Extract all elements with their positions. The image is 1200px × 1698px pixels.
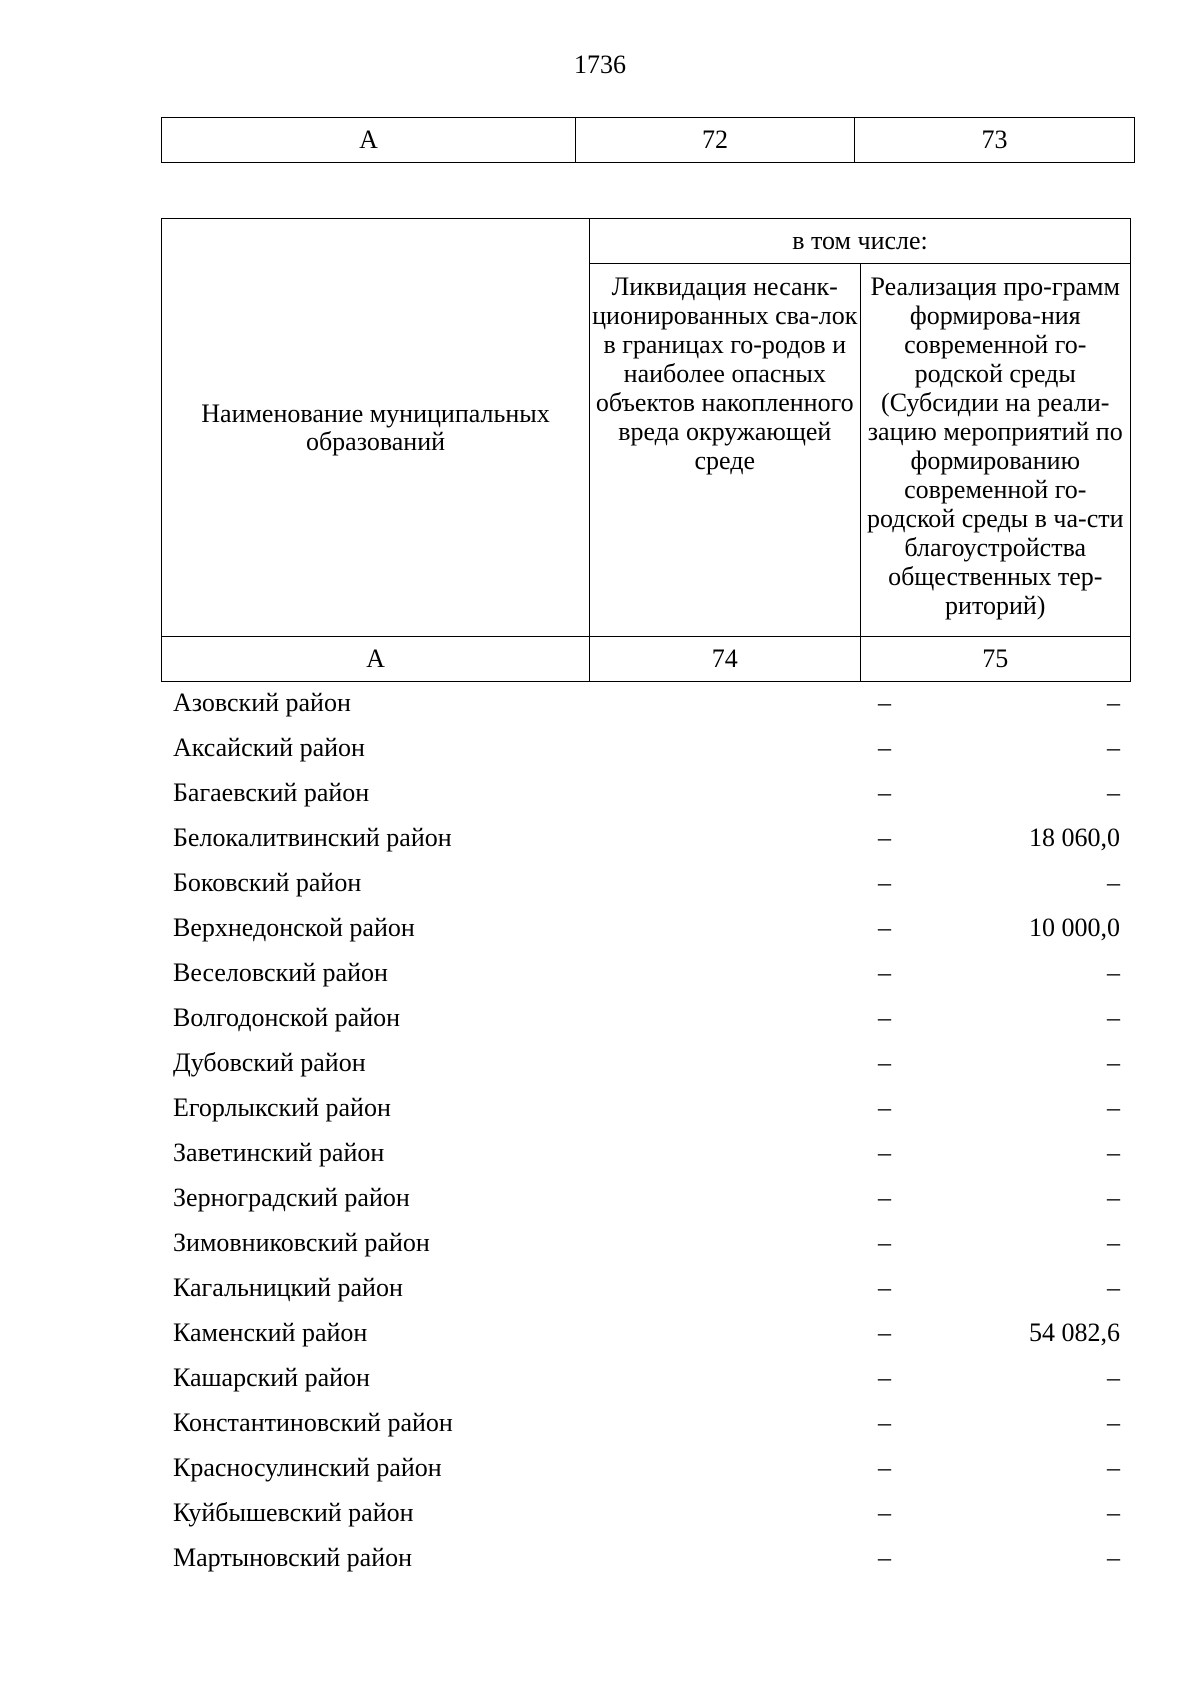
value-col75: – — [1107, 1138, 1120, 1167]
value-col74: – — [878, 1003, 891, 1032]
value-col74: – — [878, 958, 891, 987]
table-row — [161, 725, 1131, 770]
index-a-cell: А — [162, 637, 590, 682]
value-col74: – — [878, 868, 891, 897]
value-col75: 18 060,0 — [1029, 823, 1120, 852]
table-row — [161, 905, 1131, 950]
value-col75: – — [1107, 1543, 1120, 1572]
value-col74: – — [878, 1543, 891, 1572]
municipality-name: Константиновский район — [173, 1408, 453, 1437]
municipality-name: Верхнедонской район — [173, 913, 415, 942]
value-col75: – — [1107, 1228, 1120, 1257]
value-col74: – — [878, 778, 891, 807]
table-row — [161, 1220, 1131, 1265]
municipality-name: Кашарский район — [173, 1363, 370, 1392]
value-col75: 10 000,0 — [1029, 913, 1120, 942]
value-col75: – — [1107, 688, 1120, 717]
municipality-name: Белокалитвинский район — [173, 823, 452, 852]
table-row — [161, 1445, 1131, 1490]
value-col74: – — [878, 823, 891, 852]
municipality-name: Куйбышевский район — [173, 1498, 414, 1527]
index-74-cell: 74 — [590, 637, 861, 682]
table-row — [161, 1175, 1131, 1220]
table-row — [161, 1355, 1131, 1400]
value-col75: – — [1107, 1363, 1120, 1392]
municipality-name: Заветинский район — [173, 1138, 385, 1167]
value-col75: – — [1107, 868, 1120, 897]
value-col75: – — [1107, 778, 1120, 807]
name-column-header: Наименование муниципальных образований — [162, 219, 590, 637]
value-col74: – — [878, 1048, 891, 1077]
value-col75: – — [1107, 1273, 1120, 1302]
value-col74: – — [878, 1408, 891, 1437]
col74-header: Ликвидация несанк-ционированных сва-лок в границах го-родов и наиболее опасных объектов накопленного вреда окружающей среде — [590, 264, 861, 637]
table-row — [161, 1490, 1131, 1535]
value-col75: – — [1107, 958, 1120, 987]
municipality-name: Каменский район — [173, 1318, 368, 1347]
municipality-name: Багаевский район — [173, 778, 370, 807]
value-col75: – — [1107, 1093, 1120, 1122]
municipality-name: Дубовский район — [173, 1048, 366, 1077]
table-row — [161, 1310, 1131, 1355]
value-col74: – — [878, 1093, 891, 1122]
continuation-header-row — [162, 118, 1135, 163]
value-col74: – — [878, 1273, 891, 1302]
table-row — [161, 860, 1131, 905]
data-rows — [161, 680, 1131, 1580]
table-row — [161, 680, 1131, 725]
municipality-name: Аксайский район — [173, 733, 365, 762]
table-row — [161, 1400, 1131, 1445]
table-row — [161, 1040, 1131, 1085]
value-col74: – — [878, 733, 891, 762]
municipality-name: Боковский район — [173, 868, 362, 897]
municipality-name: Мартыновский район — [173, 1543, 413, 1572]
table-row — [161, 1085, 1131, 1130]
continuation-header-table — [161, 117, 1135, 163]
value-col75: – — [1107, 1183, 1120, 1212]
value-col74: – — [878, 1228, 891, 1257]
value-col75: – — [1107, 733, 1120, 762]
municipality-name: Азовский район — [173, 688, 351, 717]
header-index-row — [162, 637, 1131, 682]
col-73-cell: 73 — [855, 118, 1135, 163]
value-col74: – — [878, 1138, 891, 1167]
group-header: в том числе: — [590, 219, 1131, 264]
table-row — [161, 770, 1131, 815]
value-col74: – — [878, 1453, 891, 1482]
value-col74: – — [878, 1363, 891, 1392]
value-col74: – — [878, 913, 891, 942]
value-col75: – — [1107, 1408, 1120, 1437]
value-col74: – — [878, 1183, 891, 1212]
table-row — [161, 950, 1131, 995]
municipality-name: Красносулинский район — [173, 1453, 442, 1482]
table-header — [161, 218, 1131, 682]
value-col75: – — [1107, 1453, 1120, 1482]
table-row — [161, 995, 1131, 1040]
page-number: 1736 — [574, 50, 626, 79]
table-row — [161, 815, 1131, 860]
col75-header: Реализация про-грамм формирова-ния современной го-родской среды (Субсидии на реали-зацию мероприятий по формированию современной го-родской среды в ча-сти благоустройства общественных тер-риторий) — [860, 264, 1131, 637]
value-col74: – — [878, 1498, 891, 1527]
municipality-name: Кагальницкий район — [173, 1273, 403, 1302]
table-row — [161, 1265, 1131, 1310]
value-col75: – — [1107, 1498, 1120, 1527]
municipality-name: Егорлыкский район — [173, 1093, 391, 1122]
header-row-group — [162, 219, 1131, 264]
table-row — [161, 1535, 1131, 1580]
value-col75: – — [1107, 1003, 1120, 1032]
col-72-cell: 72 — [576, 118, 855, 163]
value-col75: – — [1107, 1048, 1120, 1077]
municipality-name: Зерноградский район — [173, 1183, 410, 1212]
value-col75: 54 082,6 — [1029, 1318, 1120, 1347]
value-col74: – — [878, 1318, 891, 1347]
municipality-name: Зимовниковский район — [173, 1228, 430, 1257]
value-col74: – — [878, 688, 891, 717]
municipality-name: Веселовский район — [173, 958, 388, 987]
table-row — [161, 1130, 1131, 1175]
municipality-name: Волгодонской район — [173, 1003, 401, 1032]
col-a-cell: А — [162, 118, 576, 163]
index-75-cell: 75 — [860, 637, 1131, 682]
